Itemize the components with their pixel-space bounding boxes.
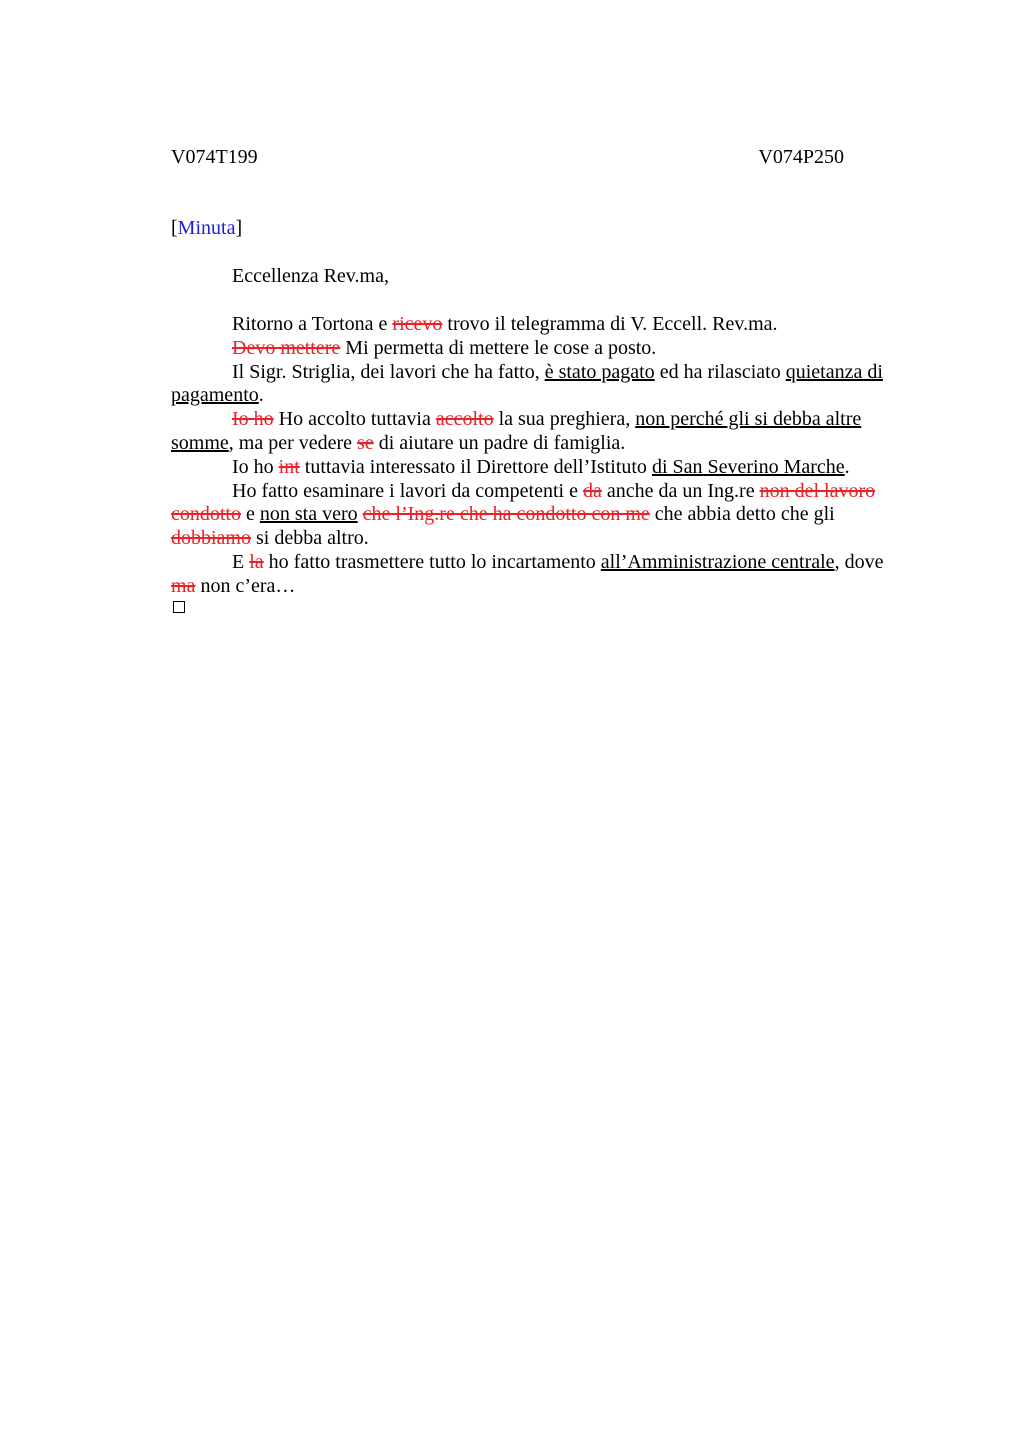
letter-paragraph bbox=[171, 337, 911, 361]
paragraph-text: trovo il telegramma di V. Eccell. Rev.ma. bbox=[442, 313, 778, 335]
paragraph-text: Ritorno a Tortona e bbox=[232, 313, 393, 335]
underlined-text: non sta vero bbox=[259, 503, 358, 526]
paragraph-text: Mi permetta di mettere le cose a posto. bbox=[340, 336, 657, 359]
paragraph-text: , dove bbox=[834, 550, 884, 573]
document-codes bbox=[171, 146, 844, 172]
minuta-word: Minuta bbox=[177, 217, 236, 239]
deleted-text: int bbox=[278, 455, 300, 478]
paragraph-text: , ma per vedere bbox=[228, 431, 358, 454]
code-right: V074P250 bbox=[758, 146, 844, 168]
salutation: Eccellenza Rev.ma, bbox=[232, 265, 389, 287]
paragraph-text: si debba altro. bbox=[251, 527, 369, 550]
deleted-text: accolto bbox=[435, 408, 494, 431]
paragraph-text: ho fatto trasmettere tutto lo incartamento bbox=[263, 550, 601, 573]
letter-paragraph bbox=[171, 313, 911, 337]
deleted-text: Devo mettere bbox=[232, 336, 341, 359]
underlined-text: di San Severino Marche bbox=[651, 455, 845, 478]
paragraph-text: e bbox=[241, 503, 260, 526]
letter-paragraph bbox=[171, 361, 911, 409]
letter-paragraph bbox=[171, 456, 911, 480]
paragraph-text: . bbox=[258, 384, 264, 407]
deleted-text: la bbox=[249, 550, 264, 573]
deleted-text: da bbox=[582, 479, 602, 502]
underlined-text: all’Amministrazione centrale bbox=[600, 550, 835, 573]
paragraph-text: Ho accolto tuttavia bbox=[273, 408, 436, 431]
underlined-text: quietanza di pagamento bbox=[171, 360, 883, 407]
letter-body bbox=[171, 313, 911, 599]
paragraph-text: . bbox=[844, 455, 850, 478]
letter-paragraph bbox=[171, 551, 911, 599]
paragraph-text: non c’era… bbox=[195, 574, 296, 597]
paragraph-text: che abbia detto che gli bbox=[649, 503, 835, 526]
letter-paragraph bbox=[171, 408, 911, 456]
paragraph-text: Ho fatto esaminare i lavori da competenti e bbox=[232, 479, 583, 502]
minuta-label bbox=[171, 217, 242, 240]
paragraph-text: di aiutare un padre di famiglia. bbox=[373, 431, 626, 454]
minuta-close-bracket: ] bbox=[235, 217, 243, 239]
deleted-text: ma bbox=[171, 574, 196, 597]
paragraph-text: Il Sigr. Striglia, dei lavori che ha fatto, bbox=[232, 360, 545, 383]
deleted-text: che l’Ing.re che ha condotto con me bbox=[362, 503, 650, 526]
deleted-text: dobbiamo bbox=[171, 527, 251, 550]
paragraph-text: E bbox=[232, 550, 250, 573]
deleted-text: non del lavoro condotto bbox=[171, 479, 876, 526]
minuta-open-bracket: [ bbox=[171, 217, 178, 239]
underlined-text: non perché gli si debba altre somme bbox=[171, 408, 862, 454]
underlined-text: è stato pagato bbox=[544, 360, 655, 383]
deleted-text: Io ho bbox=[232, 408, 274, 431]
letter-paragraph bbox=[171, 480, 911, 551]
paragraph-text: tuttavia interessato il Direttore dell’Istituto bbox=[299, 455, 652, 478]
deleted-text: ricevo bbox=[392, 313, 443, 335]
square-outline-icon bbox=[173, 601, 185, 613]
paragraph-text: anche da un Ing.re bbox=[601, 479, 760, 502]
code-left: V074T199 bbox=[171, 146, 258, 168]
paragraph-text: Io ho bbox=[232, 455, 279, 478]
paragraph-text: ed ha rilasciato bbox=[654, 360, 786, 383]
deleted-text: se bbox=[357, 431, 374, 454]
paragraph-text: la sua preghiera, bbox=[493, 408, 636, 431]
